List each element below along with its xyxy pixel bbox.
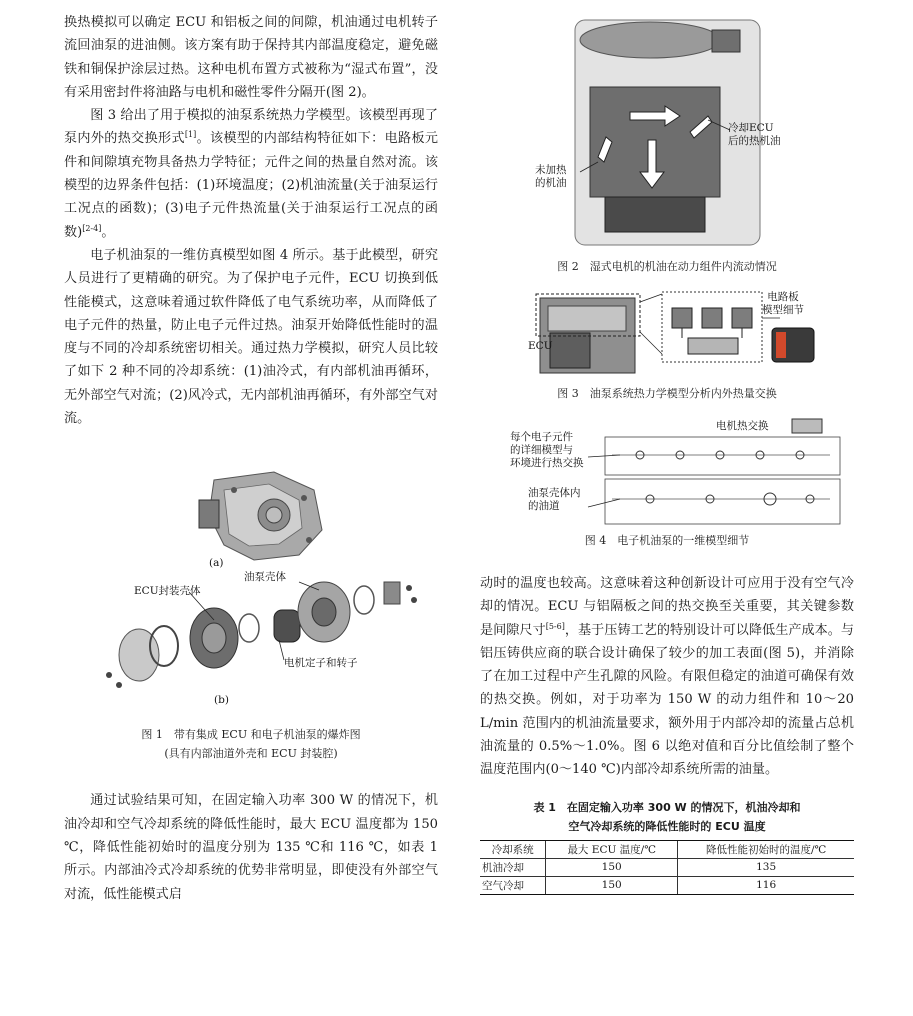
assembled-pump-drawing bbox=[199, 472, 322, 560]
citation-5-6: [5-6] bbox=[545, 621, 565, 631]
table-cell: 机油冷却 bbox=[480, 858, 546, 876]
paragraph-innovation-text-2: ，基于压铸工艺的特别设计可以降低生产成本。与铝压铸供应商的联合设计确保了较少的加工表面(图 5)，并消除了在加工过程中产生孔隙的风险。有限但稳定的油道可确保有效的热交换。例如，对于功率为 150 W 的动力组件和 10～20 L/min 范围内的机油流量要求，额外用于内部冷却的流量占总机油流量的 0.5%～1.0%。图 6 以绝对值和百分比值绘制了整个温度范围内(0～140 ℃)内部冷却系统所需的油量。 bbox=[480, 622, 855, 778]
table-header-cell: 最大 ECU 温度/℃ bbox=[546, 840, 678, 858]
table-1-title-line2: 空气冷却系统的降低性能时的 ECU 温度 bbox=[568, 819, 766, 833]
component-detail-label: 每个电子元件 的详细模型与 环境进行热交换 bbox=[510, 431, 584, 469]
right-column bbox=[480, 0, 854, 895]
figure-2 bbox=[480, 12, 854, 257]
table-cell: 150 bbox=[546, 858, 678, 876]
left-column bbox=[64, 0, 438, 906]
figure-1 bbox=[64, 460, 438, 725]
table-header-cell: 冷却系统 bbox=[480, 840, 546, 858]
citation-2-4: [2-4] bbox=[82, 223, 102, 233]
unheated-oil-label: 未加热 的机油 bbox=[535, 164, 567, 189]
table-header-cell: 降低性能初始时的温度/℃ bbox=[678, 840, 854, 858]
paragraph-1d-model: 电子机油泵的一维仿真模型如图 4 所示。基于此模型，研究人员进行了更精确的研究。为了保护电子元件，ECU 切换到低性能模式，这意味着通过软件降低了电气系统功率，从而降低了电子元件的热量，防止电子元件过热。油泵开始降低性能时的温度与不同的冷却系统密切相关。通过热力学模拟，研究人员比较了如下 2 种不同的冷却系统：(1)油冷式，有内部机油再循环，无外部空气对流；(2)风冷式，无内部机油再循环，有外部空气对流。 bbox=[64, 247, 438, 427]
table-cell: 150 bbox=[546, 876, 678, 894]
motor-heat-exchange-label: 电机热交换 bbox=[716, 420, 769, 432]
table-header-row bbox=[480, 840, 854, 858]
paragraph-thermal-model-text: 图 3 给出了用于模拟的油泵系统热力学模型。该模型再现了泵内外的热交换形式 bbox=[64, 108, 438, 147]
oil-channel-label: 油泵壳体内 的油道 bbox=[528, 487, 581, 512]
figure-1-caption-line1: 图 1 带有集成 ECU 和电子机油泵的爆炸图 bbox=[141, 728, 361, 742]
figure-3 bbox=[480, 288, 854, 380]
ecu-housing-label: ECU封装壳体 bbox=[134, 585, 201, 598]
table-cell: 116 bbox=[678, 876, 854, 894]
table-1 bbox=[480, 798, 854, 895]
figure-3-caption: 图 3 油泵系统热力学模型分析内外热量交换 bbox=[557, 387, 777, 400]
motor-stator-rotor-label: 电机定子和转子 bbox=[284, 657, 358, 670]
figure-1-image bbox=[64, 460, 438, 725]
table-cell: 空气冷却 bbox=[480, 876, 546, 894]
paragraph-thermal-model-text-2: 。该模型的内部结构特征如下：电路板元件和间隙填充物具备热力学特征；元件之间的热量自然对流。该模型的边界条件包括：(1)环境温度；(2)机油流量(关于油泵运行工况点的函数)；(3)电子元件热流量(关于油泵运行工况点的函数) bbox=[64, 131, 439, 240]
figure-4-caption: 图 4 电子机油泵的一维模型细节 bbox=[584, 534, 750, 547]
paragraph-heat-exchange: 换热模拟可以确定 ECU 和铝板之间的间隙，机油通过电机转子流回油泵的进油侧。该方案有助于保持其内部温度稳定，避免磁铁和铜保护涂层过热。这种电机布置方式被称为“湿式布置”，没有采用密封件将油路与电机和磁性零件分隔开(图 2)。 bbox=[64, 15, 438, 100]
paragraph-thermal-model-end: 。 bbox=[101, 224, 115, 240]
paragraph-test-results: 通过试验结果可知，在固定输入功率 300 W 的情况下，机油冷却和空气冷却系统的降低性能时，最大 ECU 温度都为 150 ℃，降低性能初始时的温度分别为 135 ℃和 116 ℃，如表 1 所示。内部油冷式冷却系统的优势非常明显，即使没有外部空气对流，低性能模式启 bbox=[64, 793, 438, 902]
figure-1b-label: (b) bbox=[214, 694, 229, 707]
paragraph-innovation-text: 动时的温度也较高。这意味着这种创新设计可应用于没有空气冷却的情况。ECU 与铝隔板之间的热交换至关重要，其关键参数是间隙尺寸 bbox=[480, 576, 854, 638]
figure-2-caption: 图 2 湿式电机的机油在动力组件内流动情况 bbox=[557, 260, 777, 273]
figure-1-caption-line2: (具有内部油道外壳和 ECU 封装腔) bbox=[164, 747, 338, 761]
figure-1a-label: (a) bbox=[209, 557, 224, 570]
figure-4 bbox=[480, 417, 854, 527]
table-row bbox=[480, 876, 854, 894]
table-1-grid bbox=[480, 840, 854, 895]
cooled-oil-label: 冷却ECU 后的热机油 bbox=[728, 122, 781, 147]
citation-1: [1] bbox=[184, 130, 197, 140]
ecu-label: ECU bbox=[528, 340, 553, 352]
paragraph-innovation bbox=[480, 572, 854, 782]
figure-2-image bbox=[480, 12, 854, 257]
table-cell: 135 bbox=[678, 858, 854, 876]
circuit-board-detail-label: 电路板 模型细节 bbox=[762, 291, 804, 316]
table-row bbox=[480, 858, 854, 876]
table-1-title-line1: 表 1 在固定输入功率 300 W 的情况下，机油冷却和 bbox=[533, 800, 801, 814]
paragraph-thermal-model bbox=[64, 104, 438, 244]
pump-housing-label: 油泵壳体 bbox=[244, 571, 286, 584]
